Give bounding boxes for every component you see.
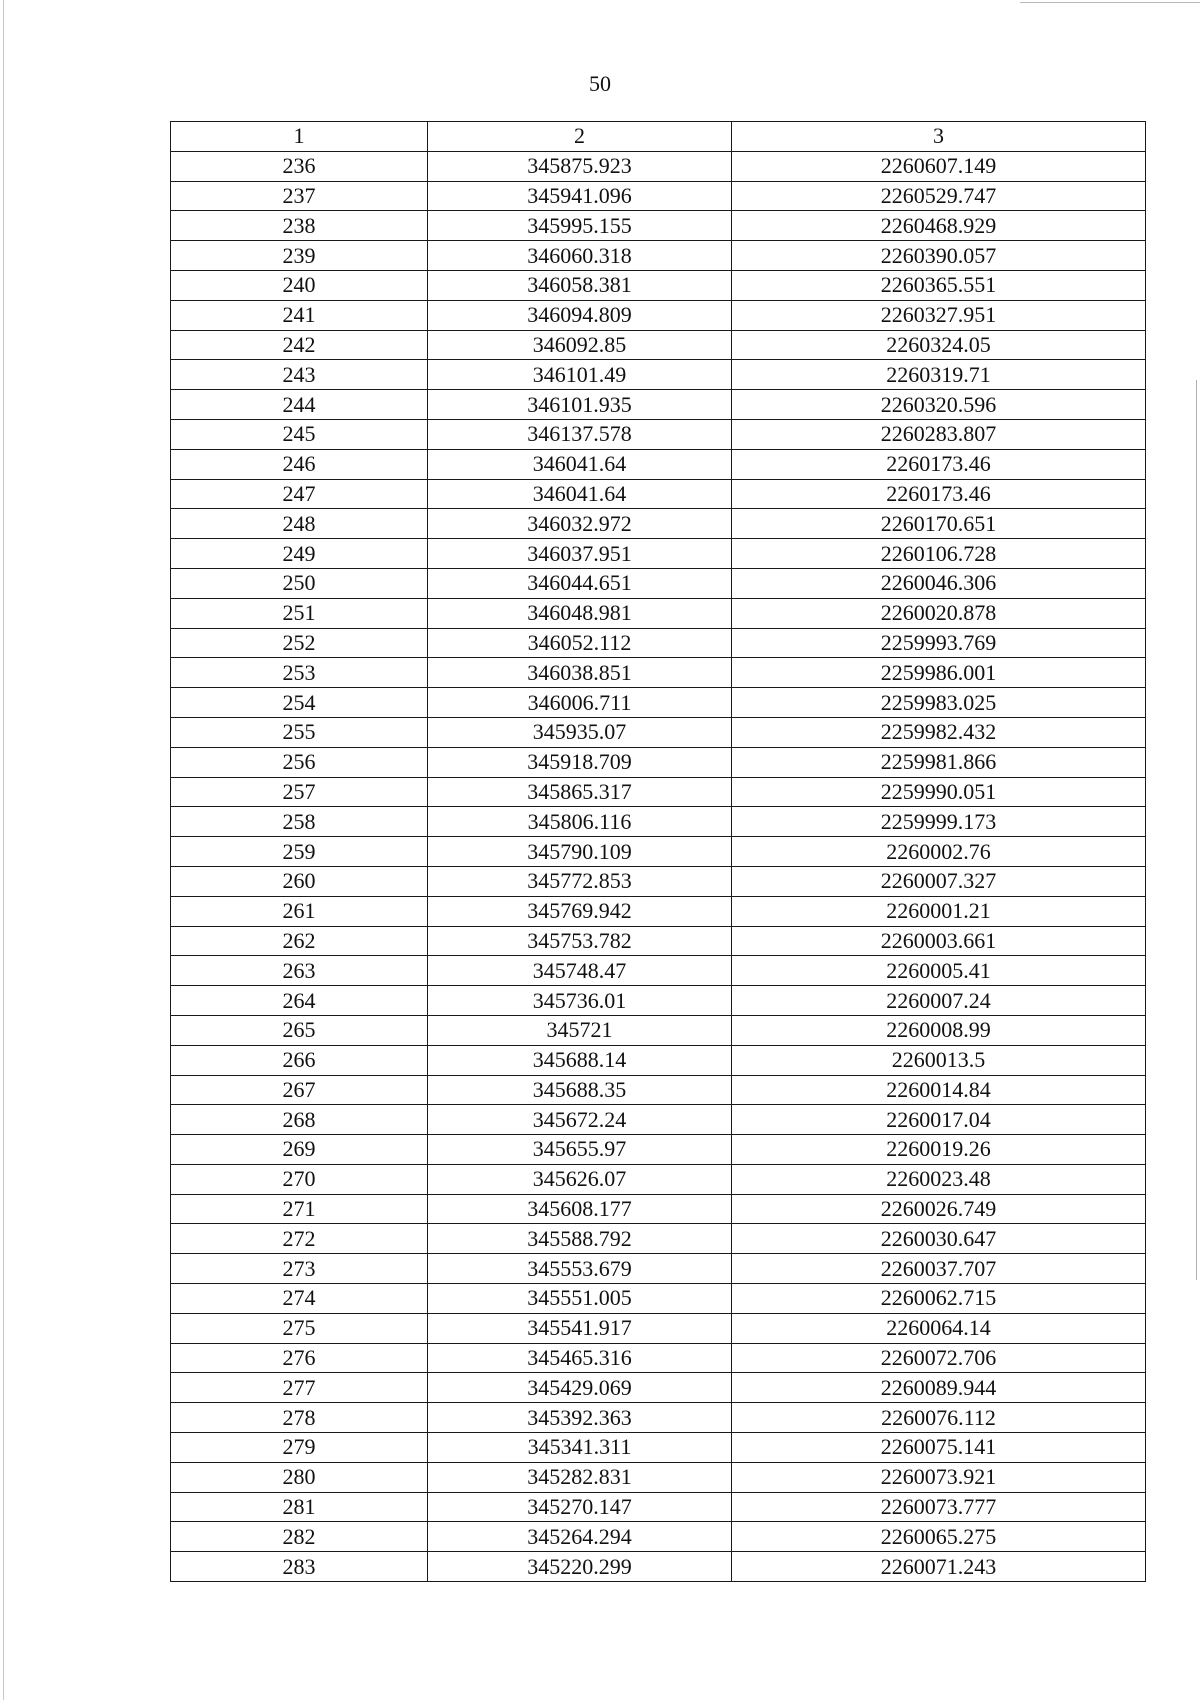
y-coordinate-cell: 2260005.41	[732, 956, 1146, 986]
table-row	[171, 1135, 1146, 1165]
y-coordinate-cell: 2260026.749	[732, 1194, 1146, 1224]
x-coordinate-cell: 346060.318	[428, 241, 732, 271]
table-row	[171, 1343, 1146, 1373]
x-coordinate-cell: 346101.49	[428, 360, 732, 390]
y-coordinate-cell: 2259999.173	[732, 807, 1146, 837]
y-coordinate-cell: 2260072.706	[732, 1343, 1146, 1373]
x-coordinate-cell: 345655.97	[428, 1135, 732, 1165]
table-row	[171, 1284, 1146, 1314]
point-number-cell: 253	[171, 658, 428, 688]
point-number-cell: 265	[171, 1015, 428, 1045]
point-number-cell: 269	[171, 1135, 428, 1165]
x-coordinate-cell: 345341.311	[428, 1433, 732, 1463]
x-coordinate-cell: 345282.831	[428, 1462, 732, 1492]
table-row	[171, 1403, 1146, 1433]
table-header	[171, 122, 1146, 152]
table-row	[171, 300, 1146, 330]
x-coordinate-cell: 346006.711	[428, 688, 732, 718]
table-row	[171, 509, 1146, 539]
point-number-cell: 266	[171, 1045, 428, 1075]
x-coordinate-cell: 345264.294	[428, 1522, 732, 1552]
point-number-cell: 240	[171, 270, 428, 300]
coordinates-table	[170, 121, 1146, 1582]
table-row	[171, 330, 1146, 360]
table-row	[171, 181, 1146, 211]
x-coordinate-cell: 346044.651	[428, 568, 732, 598]
table-row	[171, 688, 1146, 718]
x-coordinate-cell: 346052.112	[428, 628, 732, 658]
x-coordinate-cell: 346058.381	[428, 270, 732, 300]
y-coordinate-cell: 2260073.921	[732, 1462, 1146, 1492]
y-coordinate-cell: 2260365.551	[732, 270, 1146, 300]
point-number-cell: 268	[171, 1105, 428, 1135]
x-coordinate-cell: 345736.01	[428, 986, 732, 1016]
x-coordinate-cell: 345918.709	[428, 747, 732, 777]
table-row	[171, 1373, 1146, 1403]
table-row	[171, 1522, 1146, 1552]
point-number-cell: 241	[171, 300, 428, 330]
y-coordinate-cell: 2260529.747	[732, 181, 1146, 211]
x-coordinate-cell: 345551.005	[428, 1284, 732, 1314]
point-number-cell: 257	[171, 777, 428, 807]
x-coordinate-cell: 346037.951	[428, 539, 732, 569]
y-coordinate-cell: 2260319.71	[732, 360, 1146, 390]
table-row	[171, 1194, 1146, 1224]
x-coordinate-cell: 346101.935	[428, 390, 732, 420]
point-number-cell: 273	[171, 1254, 428, 1284]
table-row	[171, 717, 1146, 747]
point-number-cell: 264	[171, 986, 428, 1016]
y-coordinate-cell: 2260007.24	[732, 986, 1146, 1016]
point-number-cell: 282	[171, 1522, 428, 1552]
table-row	[171, 777, 1146, 807]
point-number-cell: 252	[171, 628, 428, 658]
table-row	[171, 1075, 1146, 1105]
point-number-cell: 236	[171, 151, 428, 181]
point-number-cell: 278	[171, 1403, 428, 1433]
header-row	[171, 122, 1146, 152]
x-coordinate-cell: 345270.147	[428, 1492, 732, 1522]
x-coordinate-cell: 346048.981	[428, 598, 732, 628]
point-number-cell: 254	[171, 688, 428, 718]
y-coordinate-cell: 2260173.46	[732, 449, 1146, 479]
y-coordinate-cell: 2260046.306	[732, 568, 1146, 598]
point-number-cell: 243	[171, 360, 428, 390]
table-row	[171, 270, 1146, 300]
y-coordinate-cell: 2260173.46	[732, 479, 1146, 509]
y-coordinate-cell: 2260002.76	[732, 837, 1146, 867]
x-coordinate-cell: 345995.155	[428, 211, 732, 241]
table-row	[171, 360, 1146, 390]
y-coordinate-cell: 2260014.84	[732, 1075, 1146, 1105]
x-coordinate-cell: 346041.64	[428, 479, 732, 509]
point-number-cell: 270	[171, 1164, 428, 1194]
point-number-cell: 271	[171, 1194, 428, 1224]
table-row	[171, 419, 1146, 449]
table-row	[171, 986, 1146, 1016]
point-number-cell: 263	[171, 956, 428, 986]
point-number-cell: 280	[171, 1462, 428, 1492]
x-coordinate-cell: 346092.85	[428, 330, 732, 360]
x-coordinate-cell: 345875.923	[428, 151, 732, 181]
point-number-cell: 245	[171, 419, 428, 449]
y-coordinate-cell: 2259986.001	[732, 658, 1146, 688]
y-coordinate-cell: 2260003.661	[732, 926, 1146, 956]
page-edge-right	[1196, 380, 1197, 1280]
table-row	[171, 539, 1146, 569]
x-coordinate-cell: 346041.64	[428, 449, 732, 479]
table-row	[171, 1462, 1146, 1492]
y-coordinate-cell: 2260013.5	[732, 1045, 1146, 1075]
point-number-cell: 283	[171, 1552, 428, 1582]
point-number-cell: 250	[171, 568, 428, 598]
x-coordinate-cell: 345748.47	[428, 956, 732, 986]
x-coordinate-cell: 346032.972	[428, 509, 732, 539]
point-number-cell: 249	[171, 539, 428, 569]
x-coordinate-cell: 345465.316	[428, 1343, 732, 1373]
point-number-cell: 276	[171, 1343, 428, 1373]
table-row	[171, 1045, 1146, 1075]
page-edge-top	[1020, 2, 1200, 3]
table-row	[171, 598, 1146, 628]
point-number-cell: 251	[171, 598, 428, 628]
x-coordinate-cell: 345790.109	[428, 837, 732, 867]
x-coordinate-cell: 345672.24	[428, 1105, 732, 1135]
y-coordinate-cell: 2260064.14	[732, 1313, 1146, 1343]
table-row	[171, 837, 1146, 867]
table-row	[171, 1313, 1146, 1343]
x-coordinate-cell: 345392.363	[428, 1403, 732, 1433]
y-coordinate-cell: 2260023.48	[732, 1164, 1146, 1194]
x-coordinate-cell: 345541.917	[428, 1313, 732, 1343]
table-row	[171, 1015, 1146, 1045]
x-coordinate-cell: 345429.069	[428, 1373, 732, 1403]
y-coordinate-cell: 2260106.728	[732, 539, 1146, 569]
point-number-cell: 237	[171, 181, 428, 211]
point-number-cell: 246	[171, 449, 428, 479]
table-row	[171, 1492, 1146, 1522]
x-coordinate-cell: 345220.299	[428, 1552, 732, 1582]
x-coordinate-cell: 345688.14	[428, 1045, 732, 1075]
y-coordinate-cell: 2260008.99	[732, 1015, 1146, 1045]
page-number: 50	[589, 71, 611, 96]
table-row	[171, 390, 1146, 420]
point-number-cell: 279	[171, 1433, 428, 1463]
table-row	[171, 628, 1146, 658]
y-coordinate-cell: 2260075.141	[732, 1433, 1146, 1463]
point-number-cell: 275	[171, 1313, 428, 1343]
table-row	[171, 449, 1146, 479]
table-row	[171, 747, 1146, 777]
y-coordinate-cell: 2260607.149	[732, 151, 1146, 181]
point-number-cell: 281	[171, 1492, 428, 1522]
point-number-cell: 238	[171, 211, 428, 241]
y-coordinate-cell: 2260327.951	[732, 300, 1146, 330]
page-edge-left	[3, 0, 4, 1700]
y-coordinate-cell: 2260065.275	[732, 1522, 1146, 1552]
table-row	[171, 1224, 1146, 1254]
table-row	[171, 956, 1146, 986]
table-row	[171, 151, 1146, 181]
x-coordinate-cell: 345806.116	[428, 807, 732, 837]
y-coordinate-cell: 2260320.596	[732, 390, 1146, 420]
table-row	[171, 568, 1146, 598]
table-row	[171, 926, 1146, 956]
y-coordinate-cell: 2260283.807	[732, 419, 1146, 449]
y-coordinate-cell: 2260073.777	[732, 1492, 1146, 1522]
y-coordinate-cell: 2259982.432	[732, 717, 1146, 747]
x-coordinate-cell: 345626.07	[428, 1164, 732, 1194]
y-coordinate-cell: 2260062.715	[732, 1284, 1146, 1314]
point-number-cell: 262	[171, 926, 428, 956]
table-row	[171, 1552, 1146, 1582]
y-coordinate-cell: 2260017.04	[732, 1105, 1146, 1135]
y-coordinate-cell: 2260030.647	[732, 1224, 1146, 1254]
table-row	[171, 241, 1146, 271]
point-number-cell: 244	[171, 390, 428, 420]
point-number-cell: 239	[171, 241, 428, 271]
x-coordinate-cell: 345941.096	[428, 181, 732, 211]
x-coordinate-cell: 346038.851	[428, 658, 732, 688]
point-number-cell: 258	[171, 807, 428, 837]
point-number-cell: 260	[171, 866, 428, 896]
y-coordinate-cell: 2260001.21	[732, 896, 1146, 926]
table-row	[171, 1254, 1146, 1284]
table-row	[171, 896, 1146, 926]
point-number-cell: 248	[171, 509, 428, 539]
x-coordinate-cell: 345721	[428, 1015, 732, 1045]
table-row	[171, 1105, 1146, 1135]
y-coordinate-cell: 2259981.866	[732, 747, 1146, 777]
x-coordinate-cell: 345753.782	[428, 926, 732, 956]
x-coordinate-cell: 345865.317	[428, 777, 732, 807]
point-number-cell: 256	[171, 747, 428, 777]
point-number-cell: 259	[171, 837, 428, 867]
y-coordinate-cell: 2259983.025	[732, 688, 1146, 718]
point-number-cell: 261	[171, 896, 428, 926]
header-cell-2: 2	[428, 122, 732, 152]
table-row	[171, 866, 1146, 896]
y-coordinate-cell: 2260089.944	[732, 1373, 1146, 1403]
y-coordinate-cell: 2260019.26	[732, 1135, 1146, 1165]
table-row	[171, 211, 1146, 241]
y-coordinate-cell: 2260468.929	[732, 211, 1146, 241]
table-row	[171, 807, 1146, 837]
x-coordinate-cell: 346094.809	[428, 300, 732, 330]
x-coordinate-cell: 345688.35	[428, 1075, 732, 1105]
y-coordinate-cell: 2259990.051	[732, 777, 1146, 807]
y-coordinate-cell: 2260020.878	[732, 598, 1146, 628]
x-coordinate-cell: 346137.578	[428, 419, 732, 449]
point-number-cell: 272	[171, 1224, 428, 1254]
y-coordinate-cell: 2260071.243	[732, 1552, 1146, 1582]
y-coordinate-cell: 2260324.05	[732, 330, 1146, 360]
table-row	[171, 658, 1146, 688]
y-coordinate-cell: 2260076.112	[732, 1403, 1146, 1433]
table-body	[171, 151, 1146, 1581]
header-cell-1: 1	[171, 122, 428, 152]
table-row	[171, 1433, 1146, 1463]
x-coordinate-cell: 345553.679	[428, 1254, 732, 1284]
y-coordinate-cell: 2259993.769	[732, 628, 1146, 658]
point-number-cell: 242	[171, 330, 428, 360]
x-coordinate-cell: 345772.853	[428, 866, 732, 896]
y-coordinate-cell: 2260170.651	[732, 509, 1146, 539]
table-row	[171, 479, 1146, 509]
y-coordinate-cell: 2260037.707	[732, 1254, 1146, 1284]
point-number-cell: 247	[171, 479, 428, 509]
x-coordinate-cell: 345588.792	[428, 1224, 732, 1254]
point-number-cell: 277	[171, 1373, 428, 1403]
point-number-cell: 255	[171, 717, 428, 747]
x-coordinate-cell: 345769.942	[428, 896, 732, 926]
header-cell-3: 3	[732, 122, 1146, 152]
table-row	[171, 1164, 1146, 1194]
y-coordinate-cell: 2260007.327	[732, 866, 1146, 896]
y-coordinate-cell: 2260390.057	[732, 241, 1146, 271]
x-coordinate-cell: 345608.177	[428, 1194, 732, 1224]
point-number-cell: 274	[171, 1284, 428, 1314]
x-coordinate-cell: 345935.07	[428, 717, 732, 747]
point-number-cell: 267	[171, 1075, 428, 1105]
